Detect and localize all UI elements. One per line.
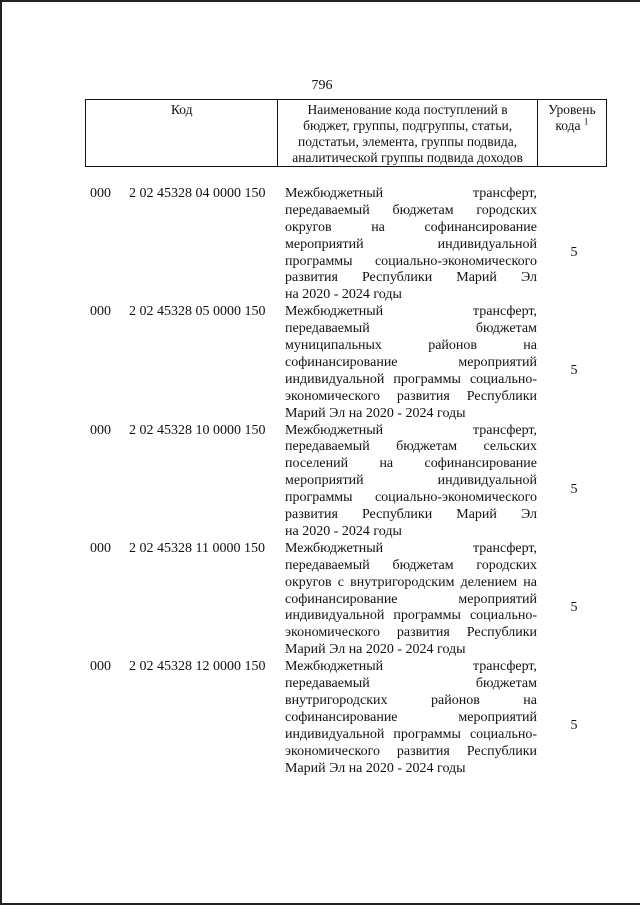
header-name-line: Наименование кода поступлений в (307, 102, 508, 117)
header-code: Код (86, 100, 278, 167)
revenue-name-line: мероприятий индивидуальной (285, 473, 537, 489)
revenue-code: 2 02 45328 05 0000 150 (129, 304, 266, 320)
revenue-name-line: Межбюджетный трансферт, (285, 540, 537, 556)
revenue-name-line: на 2020 - 2024 годы (285, 523, 402, 539)
revenue-name-line: мероприятий индивидуальной (285, 236, 537, 252)
admin-code: 000 (90, 659, 111, 675)
code-level: 5 (570, 245, 578, 261)
footnote-marker: 1 (583, 116, 589, 127)
revenue-name-line: Межбюджетный трансферт, (285, 422, 537, 438)
revenue-name-line: передаваемый бюджетам городских (285, 557, 537, 573)
header-level-line2 (540, 118, 604, 134)
header-level-text: кода (555, 118, 581, 133)
revenue-name-line: развития Республики Марий Эл (285, 507, 537, 523)
revenue-name-line: передаваемый бюджетам сельских (285, 439, 537, 455)
revenue-name-line: индивидуальной программы социально- (285, 726, 537, 742)
revenue-name-line: программы социально-экономического (285, 253, 537, 269)
revenue-name-line: софинансирование мероприятий (285, 709, 537, 725)
header-name-line: подстатьи, элемента, группы подвида, (298, 134, 518, 149)
admin-code: 000 (90, 540, 111, 556)
revenue-name-line: округов с внутригородским делением на (285, 574, 537, 590)
revenue-name-line: Марий Эл на 2020 - 2024 годы (285, 760, 466, 776)
revenue-name-line: на 2020 - 2024 годы (285, 287, 402, 303)
revenue-name (285, 541, 537, 659)
header-level (537, 100, 606, 167)
admin-code: 000 (90, 304, 111, 320)
revenue-name-line: развития Республики Марий Эл (285, 270, 537, 286)
revenue-name (285, 304, 537, 422)
revenue-name-line: Межбюджетный трансферт, (285, 304, 537, 320)
admin-code: 000 (90, 186, 111, 201)
revenue-name-line: муниципальных районов на (285, 338, 537, 354)
revenue-name-line: поселений на софинансирование (285, 456, 537, 472)
revenue-name-line: программы социально-экономического (285, 490, 537, 506)
revenue-name-line: софинансирование мероприятий (285, 354, 537, 370)
code-level: 5 (570, 718, 578, 734)
revenue-name-line: софинансирование мероприятий (285, 591, 537, 607)
revenue-name-line: индивидуальной программы социально- (285, 371, 537, 387)
table-header (85, 99, 607, 167)
header-name (278, 100, 537, 167)
revenue-name-line: Межбюджетный трансферт, (285, 659, 537, 675)
revenue-code: 2 02 45328 10 0000 150 (129, 422, 266, 438)
revenue-name-line: передаваемый бюджетам (285, 676, 537, 692)
revenue-name-line: индивидуальной программы социально- (285, 608, 537, 624)
code-level: 5 (570, 363, 578, 379)
revenue-code: 2 02 45328 12 0000 150 (129, 659, 266, 675)
revenue-name-line: экономического развития Республики (285, 743, 537, 759)
revenue-name-line: Межбюджетный трансферт, (285, 186, 537, 201)
header-name-line: аналитической группы подвида доходов (292, 150, 523, 165)
revenue-name-line: передаваемый бюджетам (285, 321, 537, 337)
revenue-code: 2 02 45328 04 0000 150 (129, 186, 266, 201)
revenue-name (285, 423, 537, 541)
page-number: 796 (311, 78, 333, 93)
revenue-code: 2 02 45328 11 0000 150 (129, 540, 265, 556)
code-level: 5 (570, 481, 578, 497)
revenue-name-line: передаваемый бюджетам городских (285, 202, 537, 218)
revenue-name-line: экономического развития Республики (285, 388, 537, 404)
revenue-name (285, 186, 537, 304)
header-name-line: бюджет, группы, подгруппы, статьи, (303, 118, 513, 133)
revenue-name-line: внутригородских районов на (285, 692, 537, 708)
revenue-name-line: Марий Эл на 2020 - 2024 годы (285, 405, 466, 421)
revenue-name-line: Марий Эл на 2020 - 2024 годы (285, 642, 466, 658)
code-level: 5 (570, 600, 578, 616)
revenue-name-line: экономического развития Республики (285, 625, 537, 641)
admin-code: 000 (90, 422, 111, 438)
revenue-name-line: округов на софинансирование (285, 219, 537, 235)
header-level-line1: Уровень (548, 102, 596, 117)
revenue-name (285, 659, 537, 777)
